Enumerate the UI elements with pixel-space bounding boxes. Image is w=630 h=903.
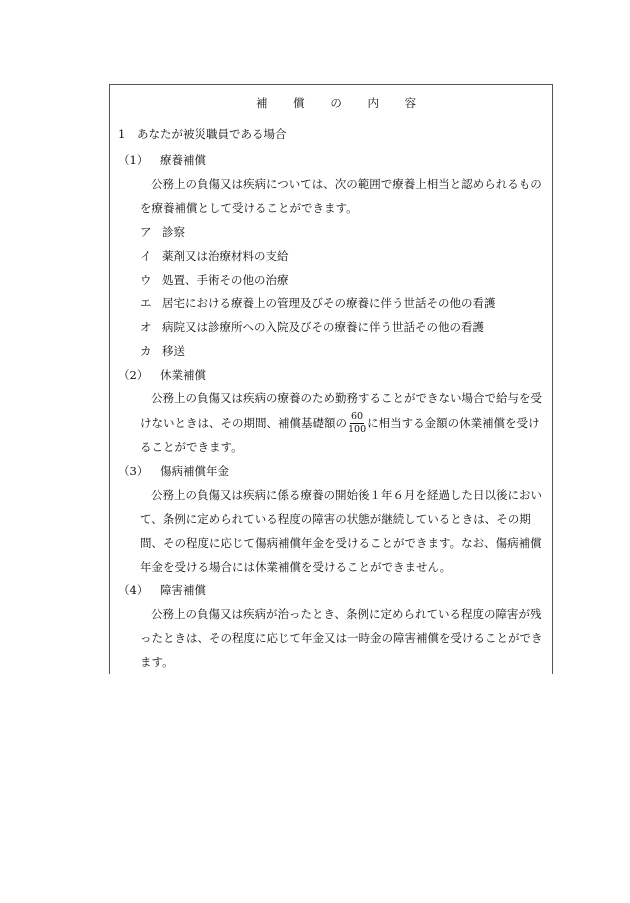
fraction	[348, 412, 366, 434]
paragraph-line-with-fraction	[140, 413, 540, 435]
list-mark: エ	[140, 296, 152, 310]
fraction-numerator: 60	[351, 411, 364, 422]
text-after-fraction: に相当する金額の休業補償を受け	[367, 416, 540, 430]
item-heading: 障害補償	[160, 583, 206, 597]
list-item: 移送	[162, 344, 185, 358]
paragraph-line: ることができます。	[140, 440, 243, 454]
paragraph-line: ます。	[140, 655, 174, 669]
paragraph-line: を療養補償として受けることができます。	[140, 201, 358, 215]
list-item: 処置、手術その他の治療	[162, 273, 289, 287]
item-number: （3）	[118, 464, 149, 478]
list-mark: ウ	[140, 273, 152, 287]
list-mark: イ	[140, 249, 152, 263]
title-char: 内	[367, 96, 379, 110]
section-number: 1	[118, 127, 126, 141]
paragraph-line: ったときは、その程度に応じて年金又は一時金の障害補償を受けることができ	[140, 631, 543, 645]
list-item: 薬剤又は治療材料の支給	[162, 249, 289, 263]
list-item: 居宅における療養上の管理及びその療養に伴う世話その他の看護	[162, 296, 496, 310]
list-item: 診察	[162, 225, 185, 239]
paragraph-line: 年金を受ける場合には休業補償を受けることができません。	[140, 560, 452, 574]
paragraph-line: て、条例に定められている程度の障害の状態が継続しているときは、その期	[140, 512, 531, 526]
paragraph-line: 公務上の負傷又は疾病が治ったとき、条例に定められている程度の障害が残	[151, 607, 542, 621]
item-heading: 傷病補償年金	[160, 464, 229, 478]
list-mark: ア	[140, 225, 152, 239]
paragraph-line: 公務上の負傷又は疾病については、次の範囲で療養上相当と認められるもの	[151, 177, 542, 191]
paragraph-line: 公務上の負傷又は疾病に係る療養の開始後１年６月を経過した日以後におい	[151, 488, 542, 502]
title-char: の	[330, 96, 342, 110]
title-char: 償	[293, 96, 305, 110]
item-heading: 休業補償	[160, 368, 206, 382]
section-heading: あなたが被災職員である場合	[137, 127, 287, 141]
page-title	[256, 98, 416, 110]
list-mark: オ	[140, 320, 152, 334]
item-number: （2）	[118, 368, 149, 382]
item-number: （4）	[118, 583, 149, 597]
title-char: 容	[404, 96, 417, 110]
text-before-fraction: けないときは、その期間、補償基礎額の	[140, 416, 347, 430]
item-number: （1）	[118, 153, 149, 167]
paragraph-line: 公務上の負傷又は疾病の療養のため勤務することができない場合で給与を受	[151, 391, 542, 405]
title-char: 補	[256, 96, 268, 110]
fraction-denominator: 100	[348, 423, 367, 435]
item-heading: 療養補償	[160, 153, 206, 167]
list-item: 病院又は診療所への入院及びその療養に伴う世話その他の看護	[162, 320, 484, 334]
paragraph-line: 間、その程度に応じて傷病補償年金を受けることができます。なお、傷病補償	[140, 536, 542, 550]
list-mark: カ	[140, 344, 152, 358]
